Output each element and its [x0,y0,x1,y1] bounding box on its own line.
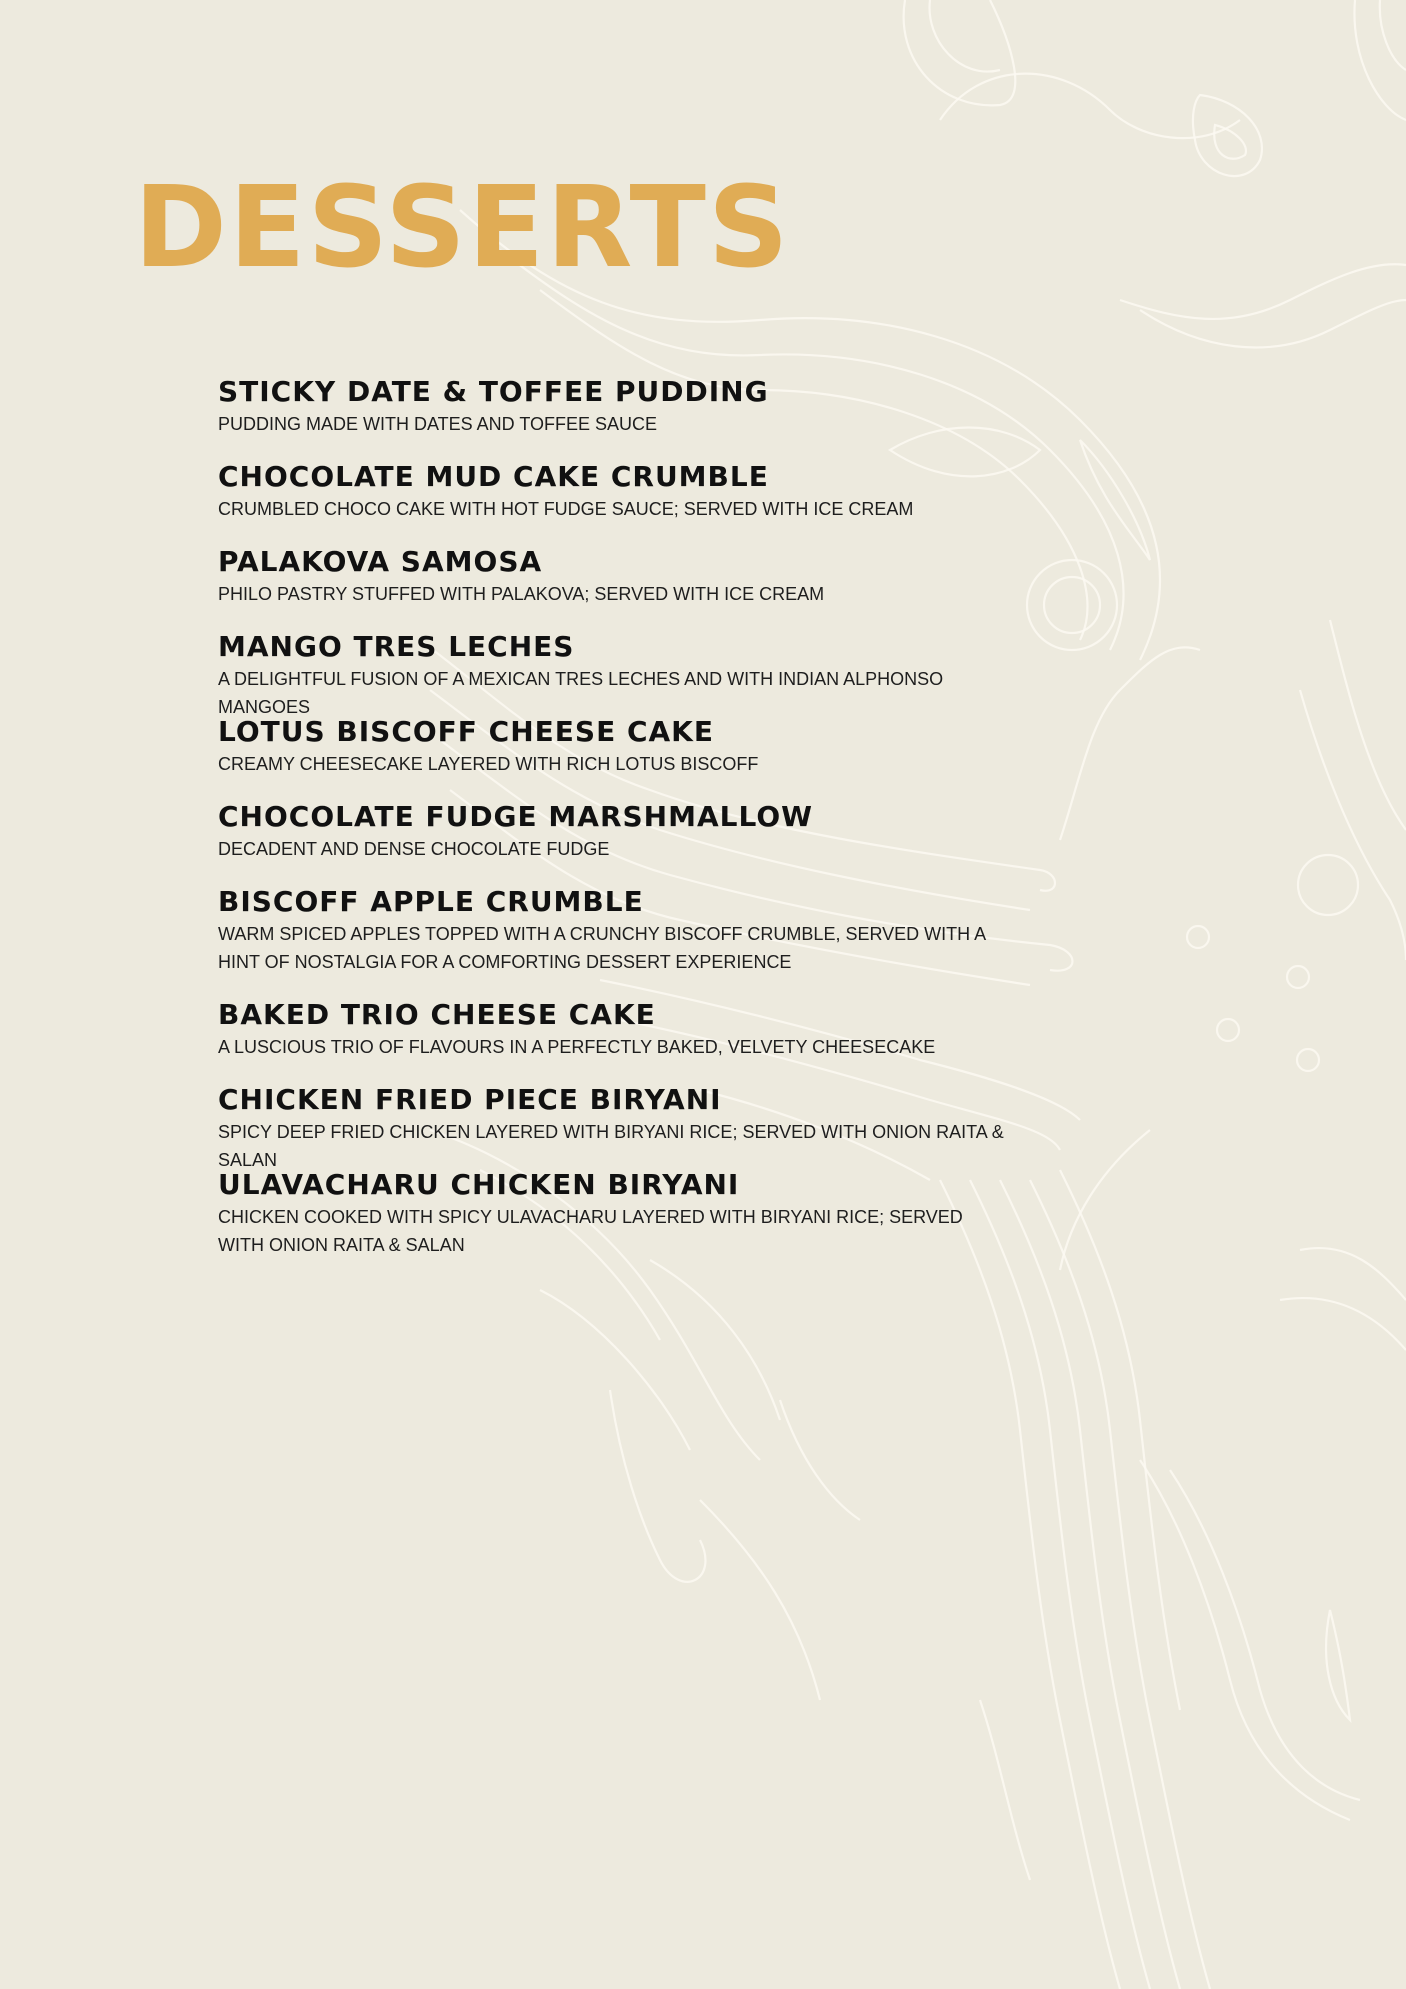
menu-item-description: CRUMBLED CHOCO CAKE WITH HOT FUDGE SAUCE; SERVED WITH ICE CREAM [218,499,914,519]
menu-item-description: WARM SPICED APPLES TOPPED WITH A CRUNCHY BISCOFF CRUMBLE, SERVED WITH A HINT OF NOSTALGIA FOR A COMFORTING DESSERT EXPERIENCE [218,924,986,972]
menu-item-description: CREAMY CHEESECAKE LAYERED WITH RICH LOTUS BISCOFF [218,754,759,774]
menu-item-name: CHOCOLATE FUDGE MARSHMALLOW [218,800,814,833]
menu-item-name: MANGO TRES LECHES [218,630,575,663]
menu-item [218,1167,1098,1280]
menu-item-name: CHOCOLATE MUD CAKE CRUMBLE [218,460,769,493]
dessert-menu-list [218,374,1098,1280]
menu-item [218,1082,1098,1170]
menu-item-name: BAKED TRIO CHEESE CAKE [218,998,656,1031]
menu-item-name: CHICKEN FRIED PIECE BIRYANI [218,1083,722,1116]
menu-item [218,997,1098,1082]
menu-item [218,544,1098,629]
menu-item-name: ULAVACHARU CHICKEN BIRYANI [218,1168,740,1201]
menu-item-description: DECADENT AND DENSE CHOCOLATE FUDGE [218,839,610,859]
menu-item-name: LOTUS BISCOFF CHEESE CAKE [218,715,714,748]
menu-item-description: CHICKEN COOKED WITH SPICY ULAVACHARU LAYERED WITH BIRYANI RICE; SERVED WITH ONION RAITA & SALAN [218,1207,963,1255]
menu-item-name: STICKY DATE & TOFFEE PUDDING [218,375,769,408]
menu-item [218,629,1098,717]
menu-item-name: BISCOFF APPLE CRUMBLE [218,885,644,918]
menu-item-description: PHILO PASTRY STUFFED WITH PALAKOVA; SERVED WITH ICE CREAM [218,584,825,604]
menu-item-description: SPICY DEEP FRIED CHICKEN LAYERED WITH BIRYANI RICE; SERVED WITH ONION RAITA & SALAN [218,1122,1004,1170]
menu-item [218,714,1098,799]
page-title: DESSERTS [134,163,791,293]
menu-item [218,459,1098,544]
menu-item-description: PUDDING MADE WITH DATES AND TOFFEE SAUCE [218,414,658,434]
menu-item [218,884,1098,997]
menu-item-name: PALAKOVA SAMOSA [218,545,543,578]
menu-item-description: A DELIGHTFUL FUSION OF A MEXICAN TRES LECHES AND WITH INDIAN ALPHONSO MANGOES [218,669,944,717]
menu-item [218,374,1098,459]
menu-item-description: A LUSCIOUS TRIO OF FLAVOURS IN A PERFECTLY BAKED, VELVETY CHEESECAKE [218,1037,936,1057]
menu-item [218,799,1098,884]
